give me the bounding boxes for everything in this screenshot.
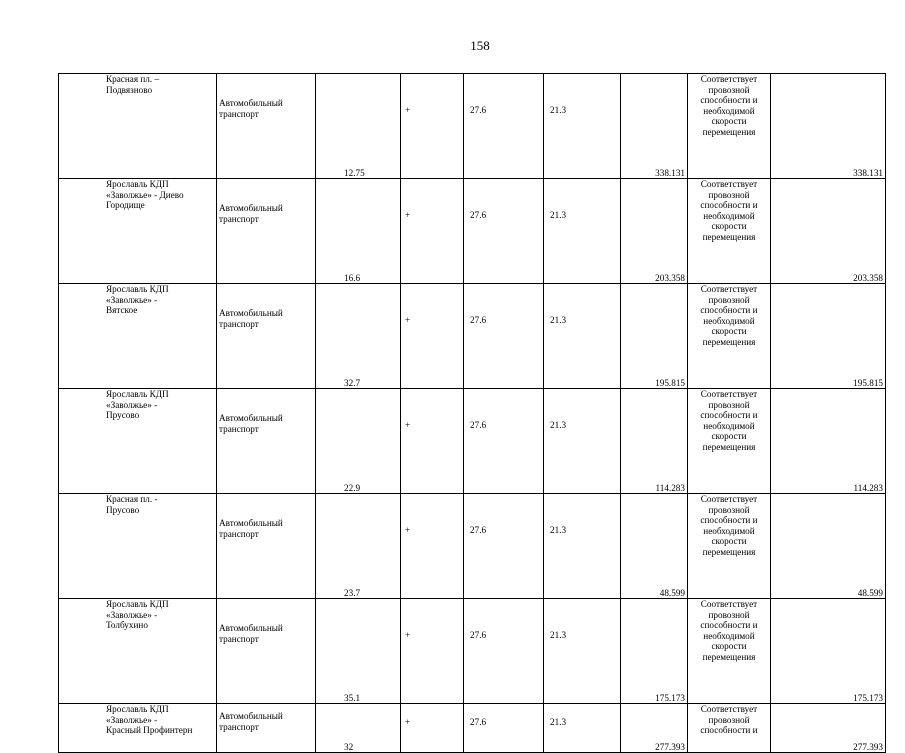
status-line: перемещения <box>702 231 756 242</box>
route-name-line: Вятское <box>106 305 138 315</box>
status-line: провозной <box>708 399 750 410</box>
route-name-line: Ярославль КДП <box>106 599 169 609</box>
route-name-line: Красный Профинтерн <box>106 725 193 735</box>
speed-value-cell: 27.6 <box>464 494 544 599</box>
transport-type-cell <box>217 494 316 599</box>
route-name-line: Красная пл. - <box>106 494 158 504</box>
transport-type-line: транспорт <box>219 633 259 644</box>
route-name-cell <box>59 179 217 284</box>
route-name-line: Ярославль КДП <box>106 284 169 294</box>
status-line: необходимой <box>703 525 755 536</box>
table-row <box>59 179 886 284</box>
status-line: способности и <box>700 305 758 315</box>
passenger-flow-cell: 203.358 <box>621 179 688 284</box>
transport-type-line: транспорт <box>219 318 259 329</box>
passenger-flow-cell: 48.599 <box>621 494 688 599</box>
compliance-sign-cell: + <box>401 284 464 389</box>
route-name-line: Прусово <box>106 504 140 515</box>
route-length-cell: 32 <box>316 704 401 753</box>
route-name-cell <box>59 599 217 704</box>
route-length-cell: 23.7 <box>316 494 401 599</box>
status-line: перемещения <box>702 651 756 662</box>
transport-type-line: Автомобильный <box>219 413 283 423</box>
transport-type-line: Автомобильный <box>219 711 283 721</box>
status-line: необходимой <box>703 630 755 641</box>
status-line: провозной <box>708 609 750 620</box>
status-line: провозной <box>708 714 750 725</box>
status-cell <box>688 284 771 389</box>
compliance-sign-cell: + <box>401 389 464 494</box>
speed-value-cell: 27.6 <box>464 74 544 179</box>
status-line: перемещения <box>702 546 756 557</box>
route-capacity-table <box>58 73 886 753</box>
route-name-cell <box>59 74 217 179</box>
route-name-cell <box>59 284 217 389</box>
table-body <box>59 74 886 753</box>
route-name-line: Прусово <box>106 410 140 420</box>
status-line: Соответствует <box>700 704 758 714</box>
capacity-cell: 338.131 <box>771 74 886 179</box>
passenger-flow-cell: 338.131 <box>621 74 688 179</box>
transport-type-line: транспорт <box>219 423 259 434</box>
speed-value-cell-2: 21.3 <box>544 704 621 753</box>
table-row <box>59 494 886 599</box>
route-length-cell: 22.9 <box>316 389 401 494</box>
status-line: способности и <box>700 725 758 735</box>
route-name-line: «Заволжье» - Диево <box>106 189 184 200</box>
transport-type-line: транспорт <box>219 213 259 224</box>
speed-value-cell-2: 21.3 <box>544 74 621 179</box>
status-line: скорости <box>711 431 747 441</box>
speed-value-cell-2: 21.3 <box>544 284 621 389</box>
capacity-cell: 277.393 <box>771 704 886 753</box>
compliance-sign-cell: + <box>401 74 464 179</box>
table-row <box>59 704 886 753</box>
route-name-line: «Заволжье» - <box>106 399 158 410</box>
passenger-flow-cell: 114.283 <box>621 389 688 494</box>
status-line: способности и <box>700 620 758 630</box>
status-line: Соответствует <box>700 599 758 609</box>
transport-type-line: Автомобильный <box>219 203 283 213</box>
status-line: необходимой <box>703 315 755 326</box>
status-cell <box>688 599 771 704</box>
route-name-cell <box>59 389 217 494</box>
speed-value-cell: 27.6 <box>464 704 544 753</box>
transport-type-cell <box>217 74 316 179</box>
status-line: провозной <box>708 294 750 305</box>
route-length-cell: 16.6 <box>316 179 401 284</box>
speed-value-cell: 27.6 <box>464 179 544 284</box>
route-name-line: Городище <box>106 200 145 210</box>
route-name-line: Ярославль КДП <box>106 179 169 189</box>
passenger-flow-cell: 195.815 <box>621 284 688 389</box>
status-line: необходимой <box>703 105 755 116</box>
transport-type-line: Автомобильный <box>219 518 283 528</box>
transport-type-cell <box>217 284 316 389</box>
status-line: провозной <box>708 189 750 200</box>
status-line: скорости <box>711 641 747 651</box>
table-row <box>59 74 886 179</box>
route-name-line: «Заволжье» - <box>106 294 158 305</box>
transport-type-cell <box>217 179 316 284</box>
status-line: способности и <box>700 95 758 105</box>
route-name-line: Ярославль КДП <box>106 389 169 399</box>
page-number: 158 <box>470 38 490 53</box>
status-cell <box>688 179 771 284</box>
status-line: Соответствует <box>700 389 758 399</box>
route-name-line: «Заволжье» - <box>106 714 158 725</box>
route-name-line: Ярославль КДП <box>106 704 169 714</box>
speed-value-cell: 27.6 <box>464 284 544 389</box>
capacity-cell: 203.358 <box>771 179 886 284</box>
capacity-cell: 114.283 <box>771 389 886 494</box>
transport-type-line: Автомобильный <box>219 98 283 108</box>
status-line: скорости <box>711 116 747 126</box>
transport-type-cell <box>217 389 316 494</box>
status-line: перемещения <box>702 336 756 347</box>
status-cell <box>688 704 771 753</box>
capacity-cell: 195.815 <box>771 284 886 389</box>
speed-value-cell-2: 21.3 <box>544 389 621 494</box>
speed-value-cell-2: 21.3 <box>544 494 621 599</box>
transport-type-line: Автомобильный <box>219 308 283 318</box>
status-line: необходимой <box>703 420 755 431</box>
speed-value-cell-2: 21.3 <box>544 179 621 284</box>
compliance-sign-cell: + <box>401 599 464 704</box>
status-line: необходимой <box>703 210 755 221</box>
route-name-cell <box>59 704 217 753</box>
status-line: скорости <box>711 536 747 546</box>
status-line: скорости <box>711 326 747 336</box>
status-line: провозной <box>708 504 750 515</box>
route-length-cell: 35.1 <box>316 599 401 704</box>
status-cell <box>688 389 771 494</box>
status-line: провозной <box>708 84 750 95</box>
compliance-sign-cell: + <box>401 704 464 753</box>
status-line: Соответствует <box>700 74 758 84</box>
speed-value-cell: 27.6 <box>464 599 544 704</box>
capacity-cell: 48.599 <box>771 494 886 599</box>
status-line: способности и <box>700 200 758 210</box>
table-row <box>59 284 886 389</box>
compliance-sign-cell: + <box>401 494 464 599</box>
table-row <box>59 389 886 494</box>
transport-type-line: транспорт <box>219 721 259 732</box>
status-line: перемещения <box>702 126 756 137</box>
route-name-line: «Заволжье» - <box>106 609 158 620</box>
status-line: Соответствует <box>700 179 758 189</box>
passenger-flow-cell: 277.393 <box>621 704 688 753</box>
speed-value-cell: 27.6 <box>464 389 544 494</box>
capacity-cell: 175.173 <box>771 599 886 704</box>
route-name-cell <box>59 494 217 599</box>
route-name-line: Толбухино <box>106 620 148 630</box>
passenger-flow-cell: 175.173 <box>621 599 688 704</box>
status-line: перемещения <box>702 441 756 452</box>
route-length-cell: 32.7 <box>316 284 401 389</box>
transport-type-cell <box>217 599 316 704</box>
route-name-line: Красная пл. – <box>106 74 160 84</box>
speed-value-cell-2: 21.3 <box>544 599 621 704</box>
compliance-sign-cell: + <box>401 179 464 284</box>
route-length-cell: 12.75 <box>316 74 401 179</box>
transport-type-line: транспорт <box>219 528 259 539</box>
route-name-line: Подвязново <box>106 84 153 95</box>
status-line: Соответствует <box>700 494 758 504</box>
transport-type-line: транспорт <box>219 108 259 119</box>
status-line: способности и <box>700 410 758 420</box>
status-line: Соответствует <box>700 284 758 294</box>
status-line: способности и <box>700 515 758 525</box>
table-row <box>59 599 886 704</box>
status-cell <box>688 74 771 179</box>
transport-type-cell <box>217 704 316 753</box>
status-line: скорости <box>711 221 747 231</box>
transport-type-line: Автомобильный <box>219 623 283 633</box>
status-cell <box>688 494 771 599</box>
